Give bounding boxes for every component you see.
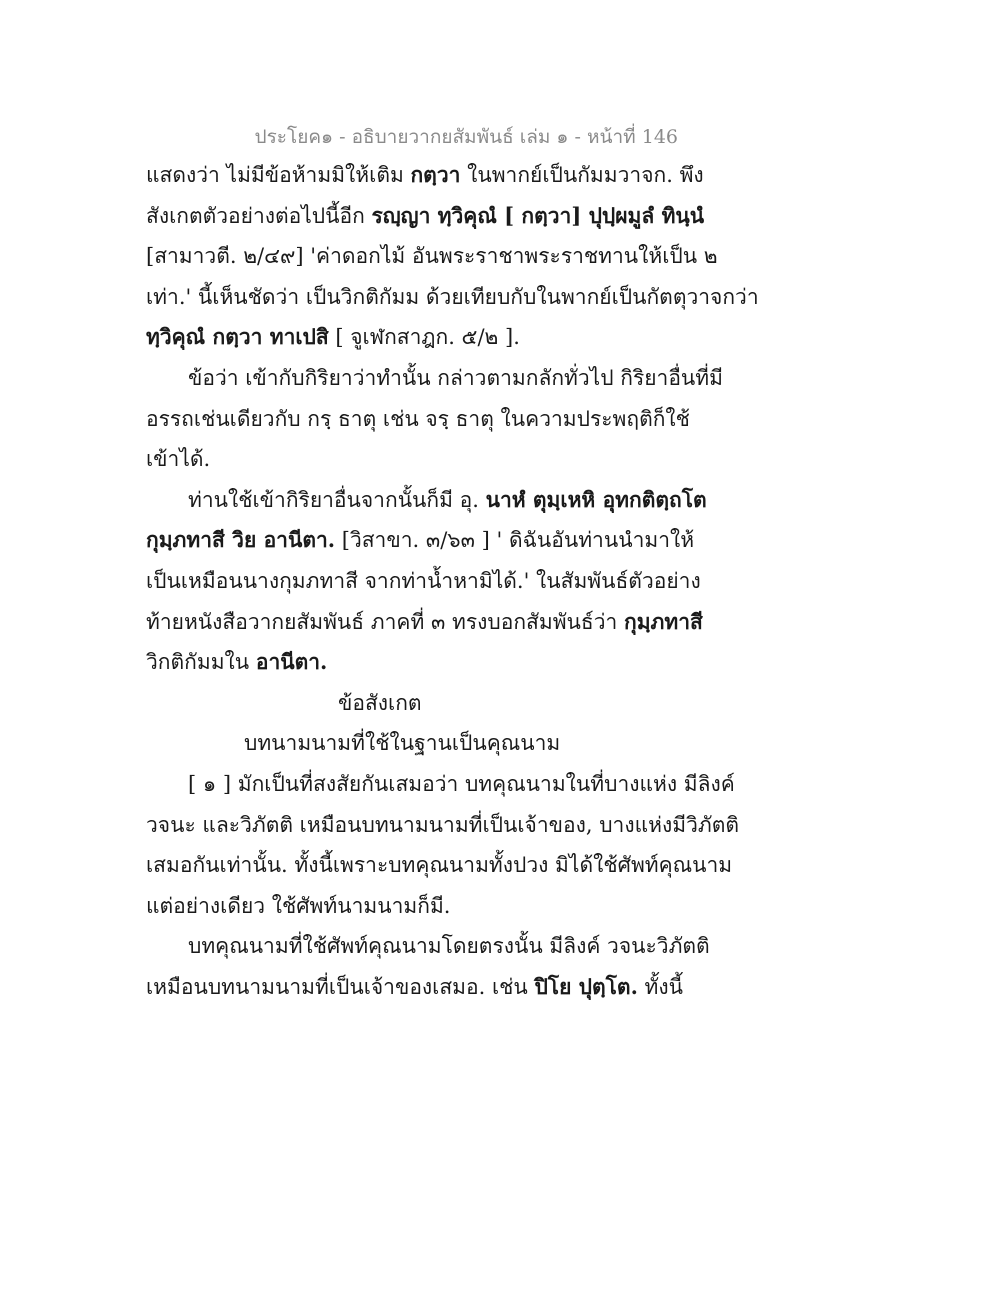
text-line: [146, 399, 706, 440]
pali-term: ทฺวิคุณํ กตฺวา ทาเปสิ: [146, 324, 329, 350]
text-segment: วิกติกัมมใน: [146, 650, 256, 675]
text-line: [146, 277, 759, 318]
text-segment: ท้ายหนังสือวากยสัมพันธ์ ภาคที่ ๓ ทรงบอกสัมพันธ์ว่า: [146, 609, 624, 634]
text-segment: อรรถเช่นเดียวกับ กรฺ ธาตุ เช่น จรฺ ธาตุ ในความประพฤติก็ใช้: [146, 406, 690, 431]
text-segment: เท่า.' นี้เห็นชัดว่า เป็นวิกติกัมม ด้วยเทียบกับในพากย์เป็นกัตตุวาจกว่า: [146, 284, 759, 309]
text-segment: แต่อย่างเดียว ใช้ศัพท์นามนามก็มี.: [146, 893, 451, 918]
text-segment: ข้อว่า เข้ากับกิริยาว่าทำนั้น กล่าวตามกลักทั่วไป กิริยาอื่นที่มี: [188, 365, 723, 390]
text-line: [146, 805, 739, 846]
pali-term: อานีตา.: [255, 649, 328, 675]
text-line: [146, 358, 723, 399]
text-segment: ข้อสังเกต: [338, 690, 422, 715]
text-line: [146, 602, 706, 643]
text-segment: วจนะ และวิภัตติ เหมือนบทนามนามที่เป็นเจ้าของ, บางแห่งมีวิภัตติ: [146, 812, 739, 837]
text-line: [146, 967, 706, 1008]
text-line: [146, 439, 706, 480]
pali-term: กุมฺภทาสี วิย อานีตา.: [146, 527, 336, 553]
text-segment: ในพากย์เป็นกัมมวาจก. พึง: [460, 163, 704, 187]
section-subheading: [146, 723, 706, 764]
text-segment: สังเกตตัวอย่างต่อไปนี้อีก: [146, 203, 372, 228]
pali-term: นาหํ ตุมฺเหหิ อุทกติตฺถโต: [485, 486, 707, 512]
text-line: [146, 926, 710, 967]
text-line: [146, 196, 706, 237]
text-line: [146, 480, 706, 521]
text-segment: แสดงว่า ไม่มีข้อห้ามมิให้เติม: [146, 163, 411, 187]
text-line: [146, 236, 718, 277]
text-line: [146, 764, 735, 805]
text-line: [146, 520, 706, 561]
pali-term: กตฺวา: [410, 162, 461, 187]
text-line: [146, 642, 706, 683]
text-segment: [สามาวตี. ๒/๔๙] 'ค่าดอกไม้ อันพระราชาพระราชทานให้เป็น ๒: [146, 244, 718, 269]
text-segment: เป็นเหมือนนางกุมภทาสี จากท่าน้ำหามิได้.' ในสัมพันธ์ตัวอย่าง: [146, 568, 701, 593]
text-segment: [ ๑ ] มักเป็นที่สงสัยกันเสมอว่า บทคุณนามในที่บางแห่ง มีลิงค์: [188, 771, 735, 796]
text-segment: [วิสาขา. ๓/๖๓ ] ' ดิฉันอันท่านนำมาให้: [335, 528, 695, 553]
text-segment: ท่านใช้เข้ากิริยาอื่นจากนั้นก็มี อุ.: [188, 487, 486, 512]
pali-term: ปิโย ปุตฺโต.: [534, 973, 638, 999]
section-heading: [146, 683, 706, 724]
text-segment: บทนามนามที่ใช้ในฐานเป็นคุณนาม: [244, 731, 561, 756]
text-segment: ทั้งนี้: [637, 974, 684, 999]
text-segment: [ จูเฬกสาฎก. ๕/๒ ].: [328, 325, 520, 350]
text-line: [146, 886, 706, 927]
text-segment: เหมือนบทนามนามที่เป็นเจ้าของเสมอ. เช่น: [146, 974, 535, 999]
text-line: [146, 155, 706, 196]
text-line: [146, 845, 733, 886]
text-line: [146, 561, 706, 602]
page-header: ประโยค๑ - อธิบายวากยสัมพันธ์ เล่ม ๑ - หน้าที่ 146: [254, 126, 678, 148]
pali-term: รญฺญา ทฺวิคุณํ [ กตฺวา] ปุปฺผมูลํ ทินฺนํ: [371, 202, 705, 228]
text-line: [146, 317, 706, 358]
text-segment: เสมอกันเท่านั้น. ทั้งนี้เพราะบทคุณนามทั้งปวง มิได้ใช้ศัพท์คุณนาม: [146, 853, 733, 878]
text-segment: บทคุณนามที่ใช้ศัพท์คุณนามโดยตรงนั้น มีลิงค์ วจนะวิภัตติ: [188, 934, 710, 959]
document-body: [146, 155, 759, 1007]
pali-term: กุมฺภทาสี: [623, 608, 703, 634]
text-segment: เข้าได้.: [146, 447, 211, 472]
